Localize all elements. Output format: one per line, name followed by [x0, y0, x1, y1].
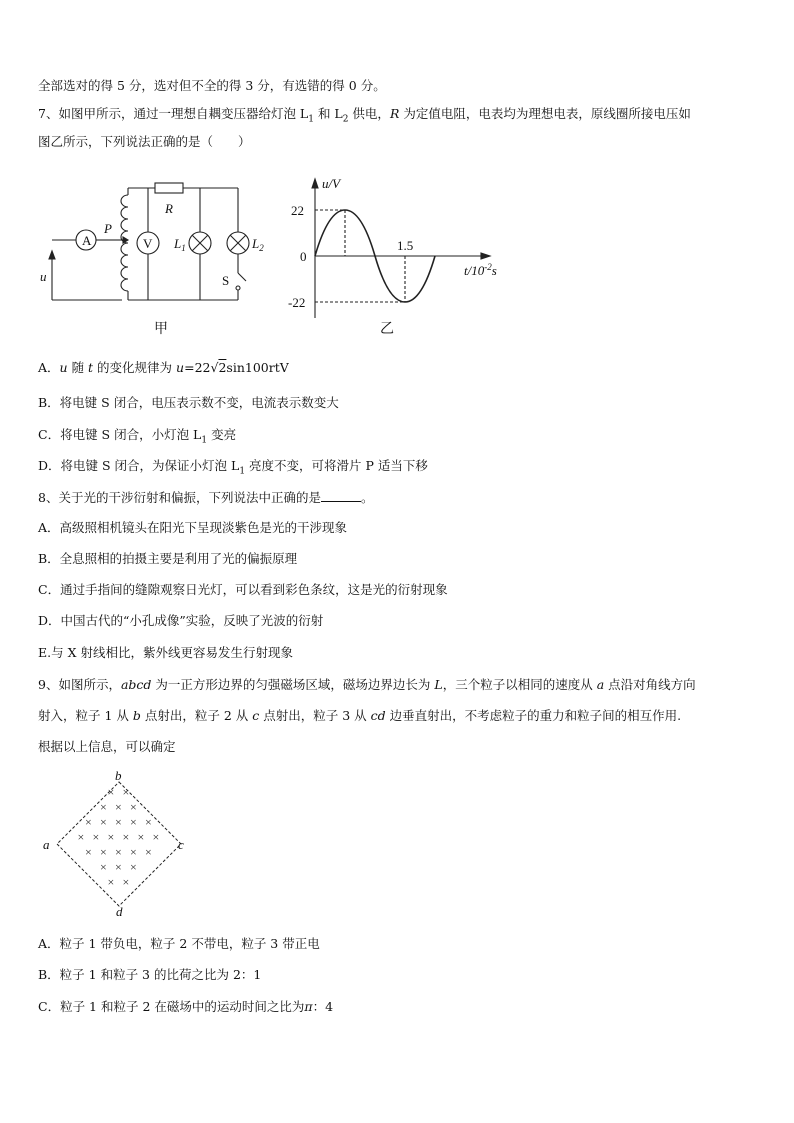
field-cross-icon: ×	[115, 860, 122, 874]
q7-sub: 2	[342, 114, 349, 125]
field-cross-icon: ×	[115, 815, 122, 829]
q8-option-d: D．中国古代的“小孔成像”实验，反映了光波的衍射	[38, 613, 324, 628]
q9-stem-line2	[38, 708, 681, 724]
y-tick-zero: 0	[300, 249, 307, 264]
figure-caption-yi: 乙	[380, 322, 394, 337]
q8-stem-text: 。	[360, 490, 374, 505]
q8-option-c: C．通过手指间的缝隙观察日光灯，可以看到彩色条纹，这是光的衍射现象	[38, 582, 448, 597]
q9-stem-line3: 根据以上信息，可以确定	[38, 739, 176, 754]
field-cross-icon: ×	[130, 815, 137, 829]
y-tick-top: 22	[291, 203, 304, 218]
slider-label: P	[104, 221, 112, 236]
q9-text: 点射出，粒子 3 从	[259, 708, 371, 723]
field-cross-icon: ×	[100, 860, 107, 874]
q9-text: 9、如图所示，	[38, 677, 121, 692]
resistor-label: R	[165, 201, 173, 216]
q7-option-c	[38, 427, 236, 449]
q9-opt-text: ：4	[312, 999, 334, 1014]
lamp1-label: $L_1$	[174, 236, 186, 253]
q9-var: b	[132, 708, 141, 723]
corner-label-c: c	[178, 837, 184, 852]
q9-text: 为一正方形边界的匀强磁场区域，磁场边界边长为	[151, 677, 435, 692]
q7-opt-text: C．将电键 S 闭合，小灯泡 L	[38, 427, 202, 442]
field-cross-icon: ×	[115, 845, 122, 859]
field-cross-icon: ×	[85, 815, 92, 829]
circuit-figure	[40, 175, 275, 340]
q7-opt-text: A．	[38, 360, 60, 375]
field-cross-icon: ×	[122, 830, 130, 844]
voltage-label: u	[40, 269, 47, 284]
q7-option-b: B．将电键 S 闭合，电压表示数不变，电流表示数变大	[38, 395, 339, 410]
q9-var: c	[252, 708, 260, 723]
q7-stem-line2: 图乙所示，下列说法正确的是（ ）	[38, 134, 251, 149]
q9-opt-text: C．粒子 1 和粒子 2 在磁场中的运动时间之比为	[38, 999, 305, 1014]
q7-opt-text: sin100rtV	[226, 360, 289, 375]
q7-opt-text: =22	[184, 360, 211, 375]
field-cross-icon: ×	[145, 845, 152, 859]
lamp2-label: $L_2$	[252, 236, 264, 253]
q9-option-a: A．粒子 1 带负电，粒子 2 不带电，粒子 3 带正电	[38, 936, 320, 951]
q9-var: a	[596, 677, 605, 692]
field-cross-icon: ×	[107, 830, 115, 844]
q7-R: R	[389, 106, 400, 121]
q8-stem-text: 8、关于光的干涉衍射和偏振，下列说法中正确的是	[38, 490, 321, 505]
q8-option-a: A．高级照相机镜头在阳光下呈现淡紫色是光的干涉现象	[38, 520, 348, 535]
field-cross-icon: ×	[130, 845, 137, 859]
y-axis-label: u/V	[322, 176, 341, 191]
q7-opt-sub: 1	[239, 466, 246, 477]
sqrt-radicand: 2	[218, 360, 227, 375]
field-cross-icon: ×	[122, 785, 130, 799]
q7-opt-text: D．将电键 S 闭合，为保证小灯泡 L	[38, 458, 240, 473]
q7-sub: 1	[308, 114, 314, 125]
q7-opt-var: t	[88, 360, 94, 375]
switch-label: S	[222, 273, 230, 288]
q7-opt-text: 亮度不变，可将滑片 P 适当下移	[245, 458, 428, 473]
answer-blank[interactable]	[321, 489, 361, 502]
field-cross-icon: ×	[130, 860, 137, 874]
q7-opt-text: 的变化规律为	[93, 360, 177, 375]
ammeter-label: A	[82, 233, 92, 248]
corner-label-d: d	[116, 904, 123, 919]
field-cross-icon: ×	[115, 800, 122, 814]
field-cross-icon: ×	[100, 815, 107, 829]
q9-var: L	[434, 677, 443, 692]
q7-opt-var: u	[176, 360, 185, 375]
field-cross-icon: ×	[122, 875, 130, 889]
field-cross-icon: ×	[107, 785, 115, 799]
y-tick-bottom: -22	[288, 295, 306, 310]
q9-text: 边垂直射出，不考虑粒子的重力和粒子间的相互作用.	[385, 708, 682, 723]
voltage-waveform-figure	[282, 170, 514, 340]
q9-option-c	[38, 999, 333, 1015]
q7-option-d	[38, 458, 428, 480]
field-cross-icon: ×	[77, 830, 85, 844]
q7-opt-text: 变亮	[207, 427, 237, 442]
q9-text: 射入，粒子 1 从	[38, 708, 133, 723]
q9-opt-var: π	[304, 999, 313, 1014]
q7-stem-line1	[38, 106, 691, 128]
q9-text: ，三个粒子以相同的速度从	[442, 677, 597, 692]
q9-option-b: B．粒子 1 和粒子 3 的比荷之比为 2：1	[38, 967, 262, 982]
field-cross-icon: ×	[100, 800, 107, 814]
q7-text: 和 L	[313, 106, 343, 121]
field-cross-icon: ×	[130, 800, 137, 814]
field-cross-icon: ×	[100, 845, 107, 859]
field-cross-icon: ×	[85, 845, 92, 859]
q9-text: 点射出，粒子 2 从	[140, 708, 253, 723]
intro-line: 全部选对的得 5 分，选对但不全的得 3 分，有选错的得 0 分。	[38, 78, 386, 93]
q7-opt-var: u	[59, 360, 68, 375]
q7-text: 7、如图甲所示，通过一理想自耦变压器给灯泡 L	[38, 106, 309, 121]
q9-stem-line1	[38, 677, 696, 693]
voltmeter-label: V	[143, 236, 153, 251]
corner-label-b: b	[115, 770, 122, 783]
q9-var: cd	[370, 708, 386, 723]
field-cross-icon: ×	[92, 830, 100, 844]
q7-opt-sub: 1	[201, 435, 208, 446]
q7-text: 为定值电阻，电表均为理想电表，原线圈所接电压如	[399, 106, 691, 121]
x-axis-label: $t/10^{-2}s$	[464, 262, 497, 278]
magnetic-field-figure	[38, 770, 198, 920]
q7-option-a	[38, 360, 289, 376]
q8-stem	[38, 489, 373, 506]
q8-option-b: B．全息照相的拍摄主要是利用了光的偏振原理	[38, 551, 298, 566]
q8-option-e: E.与 X 射线相比，紫外线更容易发生行射现象	[38, 645, 293, 660]
field-cross-icon: ×	[145, 815, 152, 829]
x-tick-label: 1.5	[397, 238, 414, 253]
field-cross-icon: ×	[137, 830, 145, 844]
q7-text: 供电，	[348, 106, 390, 121]
figure-caption-jia: 甲	[154, 322, 168, 337]
field-cross-icon: ×	[152, 830, 160, 844]
q9-text: 点沿对角线方向	[604, 677, 696, 692]
q9-var: abcd	[120, 677, 152, 692]
corner-label-a: a	[43, 837, 50, 852]
sqrt-icon: √	[210, 360, 219, 375]
q7-opt-text: 随	[67, 360, 89, 375]
field-cross-icon: ×	[107, 875, 115, 889]
